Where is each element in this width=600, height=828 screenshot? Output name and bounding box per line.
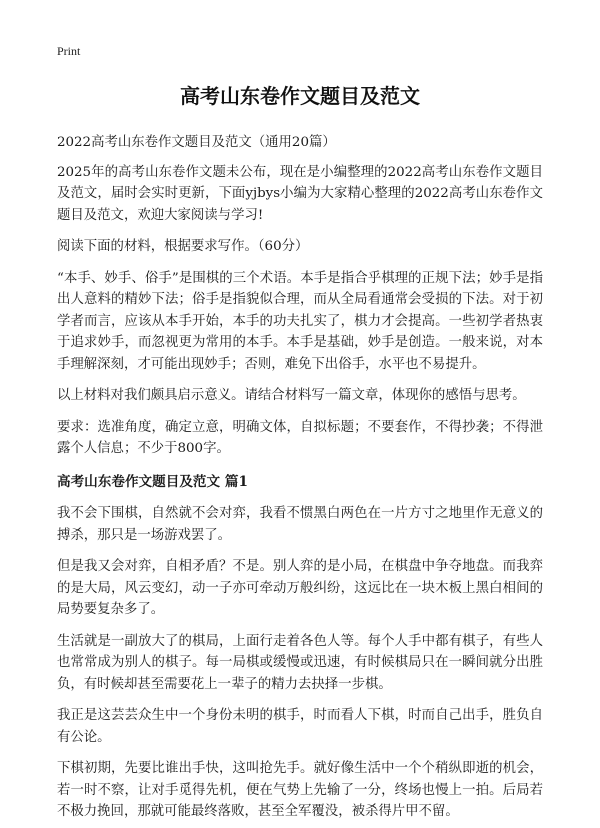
- essay-paragraph: 我不会下围棋，自然就不会对弈，我看不惯黑白两色在一片方寸之地里作无意义的搏杀，那只是一场游戏罢了。: [57, 506, 543, 543]
- essay-paragraph: 我正是这芸芸众生中一个身份未明的棋手，时而看人下棋，时而自己出手，胜负自有公论。: [57, 708, 543, 745]
- intro-paragraph: 2025年的高考山东卷作文题未公布，现在是小编整理的2022高考山东卷作文题目及范文，届时会实时更新，下面yjbys小编为大家精心整理的2022高考山东卷作文题目及范文，欢迎大家阅读与学习!: [57, 164, 543, 223]
- prompt-material: “本手、妙手、俗手”是围棋的三个术语。本手是指合乎棋理的正规下法；妙手是指出人意料的精妙下法；俗手是指貌似合理，而从全局看通常会受损的下法。对于初学者而言，应该从本手开始，本手的功夫扎实了，棋力才会提高。一些初学者热衷于追求妙手，而忽视更为常用的本手。本手是基础，妙手是创造。一般来说，对本手理解深刻，才可能出现妙手；否则，难免下出俗手，水平也不易提升。: [57, 270, 543, 372]
- prompt-task: 以上材料对我们颇具启示意义。请结合材料写一篇文章，体现你的感悟与思考。: [57, 388, 526, 403]
- essay-paragraph: 生活就是一副放大了的棋局，上面行走着各色人等。每个人手中都有棋子，有些人也常常成为别人的棋子。每一局棋或缓慢或迅速，有时候棋局只在一瞬间就分出胜负，有时候却甚至需要花上一辈子的精力去抉择一步棋。: [57, 633, 543, 692]
- essay-paragraph: 但是我又会对弈，自相矛盾？不是。别人弈的是小局，在棋盘中争夺地盘。而我弈的是大局，风云变幻，动一子亦可牵动万般纠纷，这远比在一块木板上黑白相间的局势要复杂多了。: [57, 559, 543, 617]
- document-title: 高考山东卷作文题目及范文: [180, 84, 420, 108]
- document-subtitle: 2022高考山东卷作文题目及范文（通用20篇）: [57, 135, 336, 150]
- section-heading: 高考山东卷作文题目及范文 篇1: [57, 473, 248, 490]
- print-label[interactable]: Print: [57, 44, 81, 58]
- prompt-requirements: 要求：选准角度，确定立意，明确文体，自拟标题；不要套作，不得抄袭；不得泄露个人信息；不少于800字。: [57, 419, 543, 456]
- prompt-instruction: 阅读下面的材料，根据要求写作。（60分）: [57, 239, 309, 254]
- essay-paragraph: 下棋初期，先要比谁出手快，这叫抢先手。就好像生活中一个个稍纵即逝的机会，若一时不察，让对手觅得先机，便在气势上先输了一分，终场也慢上一拍。后局若不极力挽回，那就可能最终落败，甚至全军覆没，被杀得片甲不留。: [57, 761, 543, 819]
